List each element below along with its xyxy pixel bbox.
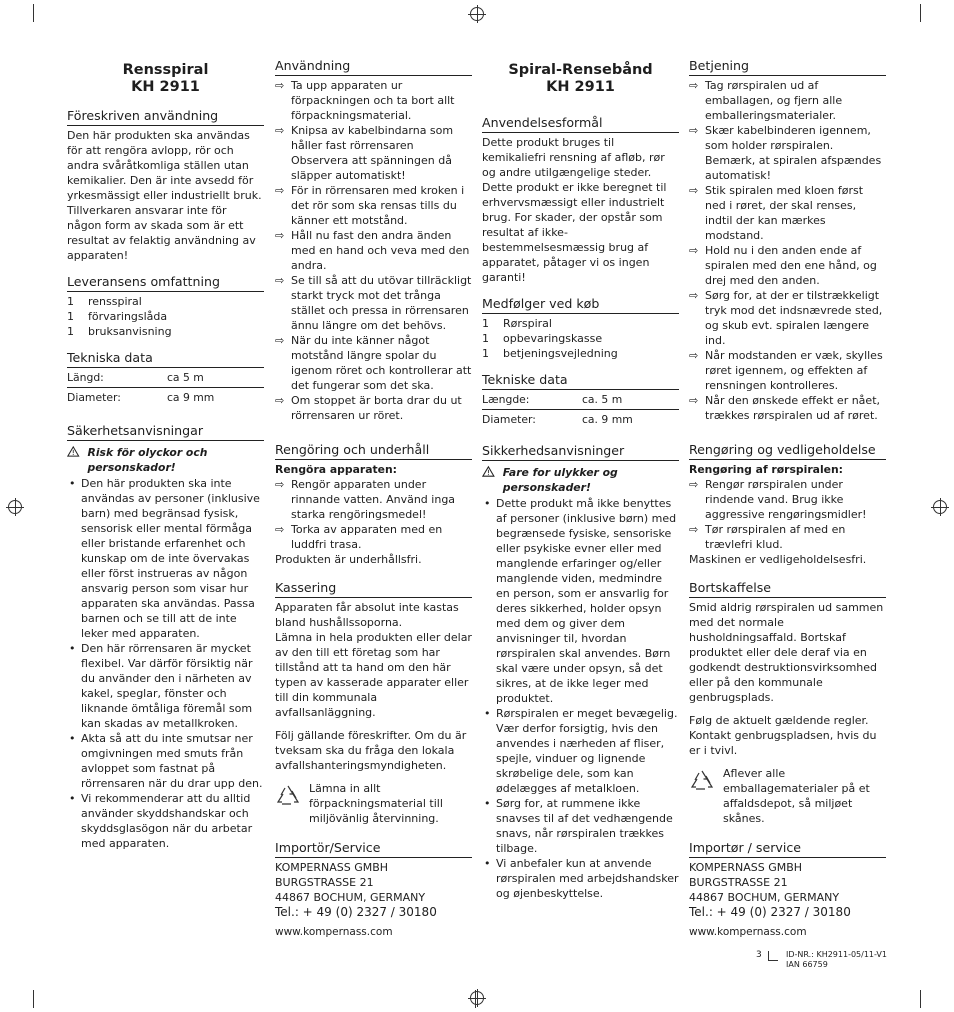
ian-number: IAN 66759 (786, 960, 828, 969)
crop-mark (920, 990, 921, 1008)
section-heading: Anvendelsesformål (482, 115, 679, 133)
tech-key: Längd: (67, 371, 104, 384)
section-heading: Importør / service (689, 840, 886, 858)
section-heading: Medfølger ved køb (482, 296, 679, 314)
section-heading: Användning (275, 58, 472, 76)
list-item: • Dette produkt må ikke benyttes af personer (inklusive børn) med begrænsede fysiske, sensoriske eller psykiske evner eller med manglende erfaringer og/eller manglende viden, medmindre en person, som er ansvarlig for deres sikkerhed, holder opsyn med dem og giver dem anvisninger til, hvordan rørspiralen skal anvendes. Børn skal være under opsyn, så det sikres, at de ikke leger med produktet. (482, 496, 679, 706)
warning-text: Risk för olyckor och personskador! (87, 446, 208, 474)
list-item: • Sørg for, at rummene ikke snavses til af det vedhængende snavs, når rørspiralen trækkes tilbage. (482, 796, 679, 856)
list-item: ⇨ Sørg for, at der er tilstrækkeligt tryk mod det indsnævrede sted, og skub evt. spiralen længere ind. (689, 288, 886, 348)
column-dk-1 (482, 58, 679, 901)
tech-row (67, 388, 264, 405)
disposal-text: Apparaten får absolut inte kastas bland hushållssoporna. (275, 601, 459, 629)
tech-value: ca. 9 mm (582, 413, 633, 426)
cleaning-subheading: Rengöra apparaten: (275, 463, 397, 476)
list-item: • Rørspiralen er meget bevægelig. Vær derfor forsigtig, hvis den anvendes i nærheden af fliser, spejle, vinduer og lignende skrøbelige dele, som kan ødelægges af metalkloen. (482, 706, 679, 796)
recycle-text: Lämna in allt förpackningsmaterial till miljövänlig återvinning. (309, 782, 443, 825)
column-dk-2 (689, 58, 886, 940)
cleaning-subheading: Rengøring af rørspiralen: (689, 463, 843, 476)
usage-steps (275, 78, 472, 423)
registration-mark-icon (8, 500, 22, 514)
section-heading: Kassering (275, 580, 472, 598)
crop-mark (33, 990, 34, 1008)
list-item: ⇨ Stik spiralen med kloen først ned i røret, der skal renses, indtil der kan mærkes modstand. (689, 183, 886, 243)
crop-mark (920, 4, 921, 22)
address-line: BURGSTRASSE 21 (689, 876, 788, 889)
registration-mark-icon (470, 7, 484, 21)
section-heading: Säkerhetsanvisningar (67, 423, 264, 441)
tech-key: Diameter: (67, 391, 121, 404)
column-sv-2 (275, 58, 472, 940)
list-item: ⇨ Se till så att du utövar tillräckligt starkt tryck mot det trånga stället och pressa in rörrensaren ännu längre om det behövs. (275, 273, 472, 333)
delivery-item: 1 betjeningsvejledning (482, 347, 618, 360)
delivery-item: 1 opbevaringskasse (482, 332, 603, 345)
safety-list (67, 476, 264, 851)
list-item: ⇨ Knipsa av kabelbindarna som håller fast rörrensaren Observera att spänningen då släpper automatiskt! (275, 123, 472, 183)
list-item: ⇨ Når den ønskede effekt er nået, trækkes rørspiralen ud af røret. (689, 393, 886, 423)
recycle-note (275, 781, 472, 826)
delivery-item: 1 rensspiral (67, 295, 142, 308)
tech-key: Længde: (482, 393, 530, 406)
list-item: ⇨ Tør rørspiralen af med en trævlefri klud. (689, 522, 886, 552)
list-item: • Vi anbefaler kun at anvende rørspiralen med arbejdshandsker og øjenbeskyttelse. (482, 856, 679, 901)
address-line: 44867 BOCHUM, GERMANY (275, 891, 426, 904)
website-link[interactable]: www.kompernass.com (689, 926, 807, 938)
warning-block (482, 465, 679, 495)
tech-row (482, 410, 679, 427)
warning-icon (67, 445, 80, 458)
phone-number: Tel.: + 49 (0) 2327 / 30180 (689, 905, 851, 919)
website-link[interactable]: www.kompernass.com (275, 926, 393, 938)
disposal-text: Følg de aktuelt gældende regler. Kontakt genbrugspladsen, hvis du er i tvivl. (689, 714, 877, 757)
disposal-text: Följ gällande föreskrifter. Om du är tveksam ska du fråga den lokala avfallshanteringsmyndigheten. (275, 729, 467, 772)
address-line: 44867 BOCHUM, GERMANY (689, 891, 840, 904)
section-heading: Leveransens omfattning (67, 274, 264, 292)
address-line: KOMPERNASS GMBH (275, 861, 389, 874)
crop-mark (33, 4, 34, 22)
tech-row (482, 392, 679, 410)
intended-use-text: Dette produkt bruges til kemikaliefri rensning af afløb, rør og andre utilgængelige steder. Dette produkt er ikke beregnet til erhvervsmæssigt eller industrielt brug. For skader, der opstår som resultat af ikke-bestemmelsesmæssig brug af apparatet, påtager vi os ingen garanti! (482, 136, 667, 284)
list-item: ⇨ Tag rørspiralen ud af emballagen, og fjern alle emballeringsmaterialer. (689, 78, 886, 123)
tech-value: ca 9 mm (167, 391, 215, 404)
usage-steps (689, 78, 886, 423)
section-heading: Bortskaffelse (689, 580, 886, 598)
list-item: ⇨ Ta upp apparaten ur förpackningen och ta bort allt förpackningsmaterial. (275, 78, 472, 123)
delivery-item: 1 Rørspiral (482, 317, 552, 330)
product-model: KH 2911 (546, 79, 615, 95)
id-number: ID-NR.: KH2911-05/11-V1 (786, 950, 887, 959)
cleaning-note: Produkten är underhållsfri. (275, 553, 422, 566)
address-line: KOMPERNASS GMBH (689, 861, 803, 874)
list-item: ⇨ För in rörrensaren med kroken i det rör som ska rensas tills du känner ett motstånd. (275, 183, 472, 228)
intended-use-text: Den här produkten ska användas för att rengöra avlopp, rör och andra svåråtkomliga ställen utan kemikalier. Den är inte avsedd för yrkesmässigt eller industriellt bruk. Tillverkaren ansvarar inte för någon form av skada som är ett resultat av felaktig användning av apparaten! (67, 129, 262, 262)
list-item: ⇨ Hold nu i den anden ende af spiralen med den ene hånd, og drej med den anden. (689, 243, 886, 288)
corner-mark-icon (768, 951, 778, 961)
page-number: 3 (756, 950, 762, 960)
address-line: BURGSTRASSE 21 (275, 876, 374, 889)
list-item: ⇨ Håll nu fast den andra änden med en hand och veva med den andra. (275, 228, 472, 273)
list-item: ⇨ Rengør rørspiralen under rindende vand. Brug ikke aggressive rengøringsmidler! (689, 477, 886, 522)
section-heading: Sikkerhedsanvisninger (482, 443, 679, 461)
cleaning-note: Maskinen er vedligeholdelsesfri. (689, 553, 867, 566)
list-item: ⇨ Når modstanden er væk, skylles røret igennem, og effekten af rensningen kontrolleres. (689, 348, 886, 393)
disposal-text: Smid aldrig rørspiralen ud sammen med det normale husholdningsaffald. Bortskaf produktet eller dele deraf via en godkendt destruktionsvirksomhed eller på den kommunale genbrugsplads. (689, 601, 884, 704)
section-heading: Rengöring och underhåll (275, 442, 472, 460)
recycle-icon (275, 783, 301, 809)
tech-key: Diameter: (482, 413, 536, 426)
list-item: • Akta så att du inte smutsar ner omgivningen med smuts från avloppet som fastnat på rörrensaren när du drar upp den. (67, 731, 264, 791)
cleaning-steps (689, 477, 886, 552)
product-title: Rensspiral (122, 62, 209, 78)
recycle-icon (689, 768, 715, 794)
warning-icon (482, 465, 495, 478)
warning-block (67, 445, 264, 475)
product-title: Spiral-Rensebånd (508, 62, 653, 78)
recycle-note (689, 766, 886, 826)
cleaning-steps (275, 477, 472, 552)
list-item: ⇨ När du inte känner något motstånd längre spolar du igenom röret och kontrollerar att det fungerar som det ska. (275, 333, 472, 393)
warning-text: Fare for ulykker og personskader! (502, 466, 618, 494)
disposal-text: Lämna in hela produkten eller delar av den till ett företag som har tillstånd att ta hand om den här typen av kasserade apparater eller till din kommunala avfallsanläggning. (275, 631, 472, 719)
product-model: KH 2911 (131, 79, 200, 95)
tech-value: ca 5 m (167, 371, 204, 384)
list-item: • Den här produkten ska inte användas av personer (inklusive barn) med begränsad fysisk, sensorisk eller mental förmåga eller bristande erfarenhet och kunskap om de inte övervakas eller först instrueras av någon ansvarig person som visar hur apparaten ska användas. Passa barnen och se till att de inte leker med apparaten. (67, 476, 264, 641)
tech-row (67, 370, 264, 388)
tech-value: ca. 5 m (582, 393, 623, 406)
section-heading: Rengøring og vedligeholdelse (689, 442, 886, 460)
list-item: ⇨ Skær kabelbinderen igennem, som holder rørspiralen. Bemærk, at spiralen afspændes automatisk! (689, 123, 886, 183)
section-heading: Föreskriven användning (67, 108, 264, 126)
safety-list (482, 496, 679, 901)
list-item: • Den här rörrensaren är mycket flexibel. Var därför försiktig när du använder den i närheten av kakel, speglar, fönster och liknande ömtåliga föremål som kan skadas av metallkroken. (67, 641, 264, 731)
delivery-item: 1 förvaringslåda (67, 310, 168, 323)
list-item: ⇨ Om stoppet är borta drar du ut rörrensaren ur röret. (275, 393, 472, 423)
delivery-item: 1 bruksanvisning (67, 325, 172, 338)
phone-number: Tel.: + 49 (0) 2327 / 30180 (275, 905, 437, 919)
section-heading: Betjening (689, 58, 886, 76)
registration-mark-icon (470, 991, 484, 1005)
column-sv-1 (67, 58, 264, 851)
list-item: ⇨ Rengör apparaten under rinnande vatten. Använd inga starka rengöringsmedel! (275, 477, 472, 522)
section-heading: Tekniske data (482, 372, 679, 390)
recycle-text: Aflever alle emballagematerialer på et affaldsdepot, så miljøet skånes. (723, 767, 870, 825)
registration-mark-icon (933, 500, 947, 514)
section-heading: Tekniska data (67, 350, 264, 368)
list-item: • Vi rekommenderar att du alltid använder skyddshandskar och skyddsglasögon när du arbetar med apparaten. (67, 791, 264, 851)
list-item: ⇨ Torka av apparaten med en luddfri trasa. (275, 522, 472, 552)
footer (756, 950, 887, 970)
section-heading: Importör/Service (275, 840, 472, 858)
